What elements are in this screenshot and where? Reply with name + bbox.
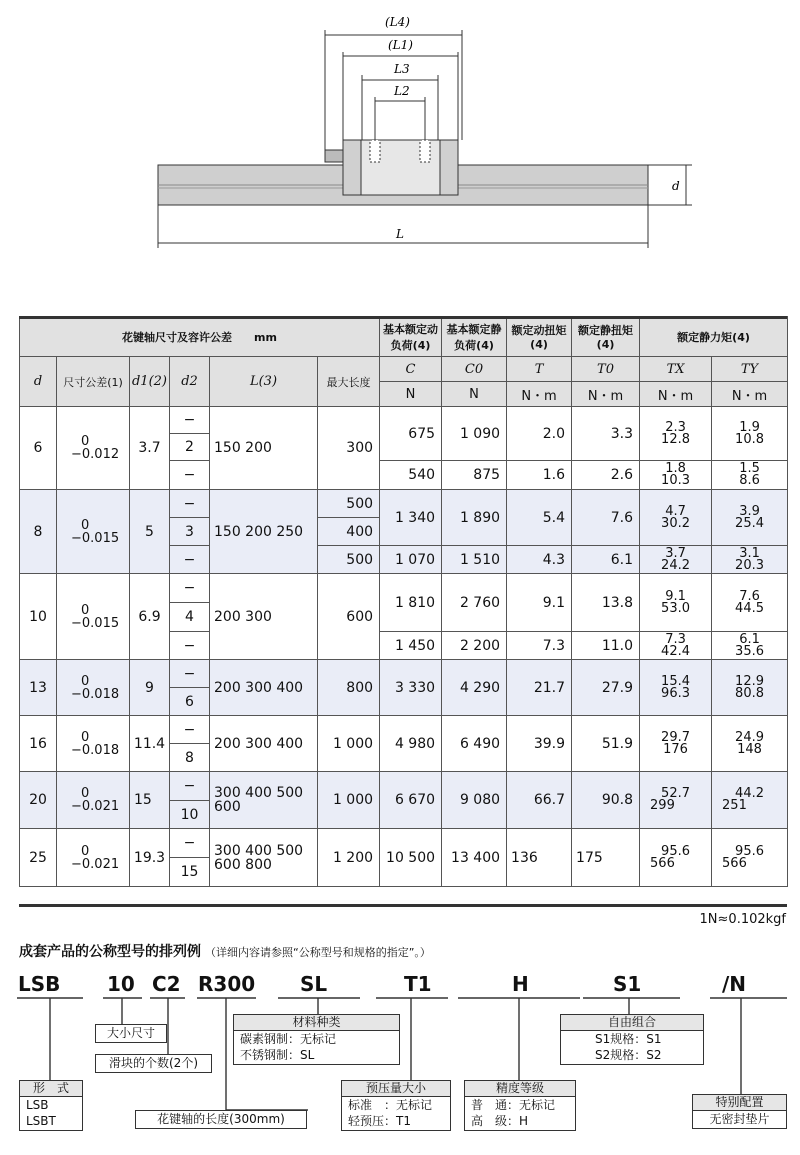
- cell-d1: 19.3: [130, 829, 170, 887]
- cell-C: 540: [380, 461, 442, 490]
- unit-C: N: [380, 382, 442, 407]
- cell-d2: −: [170, 660, 210, 688]
- unit-TX: N・m: [640, 382, 712, 407]
- unit-C0: N: [442, 382, 507, 407]
- cell-d1: 3.7: [130, 407, 170, 490]
- table-row: [20, 490, 788, 518]
- cell-C0: 2 200: [442, 632, 507, 660]
- head-static-load: 基本额定静负荷(4): [442, 317, 507, 357]
- head-T0: T0: [572, 357, 640, 382]
- cell-L: 300 400 500 600 800: [210, 829, 318, 887]
- cell-TY: 12.9 80.8: [712, 660, 788, 716]
- cell-tol: 0 −0.021: [57, 772, 130, 829]
- cell-C: 3 330: [380, 660, 442, 716]
- cell-d2: −: [170, 574, 210, 603]
- shaft-drawing: [0, 0, 800, 300]
- head-C: C: [380, 357, 442, 382]
- cell-d1: 15: [130, 772, 170, 829]
- cell-d2: 10: [170, 801, 210, 829]
- head-tol: 尺寸公差(1): [57, 357, 130, 407]
- order-title: 成套产品的公称型号的排列例 （详细内容请参照“公称型号和规格的指定”。）: [19, 944, 431, 960]
- code-h: H: [512, 972, 529, 996]
- box-shaft-length: 花键轴的长度(300mm): [135, 1110, 307, 1129]
- cell-TY: 95.6 566: [712, 829, 788, 887]
- cell-C0: 1 890: [442, 490, 507, 546]
- cell-d2: 3: [170, 518, 210, 546]
- cell-T0: 6.1: [572, 546, 640, 574]
- cell-TY: 1.5 8.6: [712, 461, 788, 490]
- cell-L: 200 300: [210, 574, 318, 660]
- cell-C0: 13 400: [442, 829, 507, 887]
- dim-L3: L3: [394, 62, 410, 76]
- cell-T: 39.9: [507, 716, 572, 772]
- cell-d2: −: [170, 632, 210, 660]
- cell-C0: 875: [442, 461, 507, 490]
- head-TY: TY: [712, 357, 788, 382]
- unit-T0: N・m: [572, 382, 640, 407]
- head-TX: TX: [640, 357, 712, 382]
- box-form: 形 式 LSB LSBT: [19, 1080, 83, 1131]
- cell-tol: 0 −0.018: [57, 716, 130, 772]
- cell-T: 1.6: [507, 461, 572, 490]
- head-L: L(3): [210, 357, 318, 407]
- cell-max: 500: [318, 546, 380, 574]
- cell-T0: 3.3: [572, 407, 640, 461]
- head-d2: d2: [170, 357, 210, 407]
- cell-T: 66.7: [507, 772, 572, 829]
- cell-T: 7.3: [507, 632, 572, 660]
- cell-TX: 95.6 566: [640, 829, 712, 887]
- table-row: [20, 574, 788, 603]
- box-material: 材料种类 碳素钢制：无标记 不锈钢制：SL: [233, 1014, 400, 1065]
- cell-L: 150 200 250: [210, 490, 318, 574]
- cell-max: 1 200: [318, 829, 380, 887]
- cell-max: 500: [318, 490, 380, 518]
- cell-T: 9.1: [507, 574, 572, 632]
- cell-TX: 15.4 96.3: [640, 660, 712, 716]
- cell-d1: 5: [130, 490, 170, 574]
- cell-d1: 9: [130, 660, 170, 716]
- cell-T0: 90.8: [572, 772, 640, 829]
- cell-TX: 4.7 30.2: [640, 490, 712, 546]
- cell-C0: 6 490: [442, 716, 507, 772]
- dim-L2: L2: [394, 84, 410, 98]
- cell-d2: 8: [170, 744, 210, 772]
- cell-T0: 175: [572, 829, 640, 887]
- cell-max: 1 000: [318, 716, 380, 772]
- code-sl: SL: [300, 972, 328, 996]
- cell-T0: 7.6: [572, 490, 640, 546]
- cell-C: 1 070: [380, 546, 442, 574]
- head-dyn-load: 基本额定动负荷(4): [380, 317, 442, 357]
- box-preload: 预压量大小 标准 ：无标记 轻预压：T1: [341, 1080, 451, 1131]
- box-accuracy: 精度等级 普 通：无标记 高 级：H: [464, 1080, 576, 1131]
- cell-C: 10 500: [380, 829, 442, 887]
- code-t1: T1: [404, 972, 432, 996]
- cell-T0: 11.0: [572, 632, 640, 660]
- cell-d2: −: [170, 407, 210, 434]
- spec-table: [19, 316, 788, 887]
- box-special: 特别配置 无密封垫片: [692, 1094, 787, 1129]
- cell-d2: −: [170, 490, 210, 518]
- table-row: [20, 407, 788, 434]
- cell-d2: 4: [170, 603, 210, 632]
- cell-C: 6 670: [380, 772, 442, 829]
- cell-TY: 7.6 44.5: [712, 574, 788, 632]
- cell-T: 2.0: [507, 407, 572, 461]
- cell-C: 1 340: [380, 490, 442, 546]
- cell-TX: 2.3 12.8: [640, 407, 712, 461]
- cell-tol: 0 −0.018: [57, 660, 130, 716]
- table-row: [20, 660, 788, 688]
- cell-TX: 3.7 24.2: [640, 546, 712, 574]
- head-static-torque: 额定静扭矩(4): [572, 317, 640, 357]
- cell-max: 1 000: [318, 772, 380, 829]
- cell-T: 5.4: [507, 490, 572, 546]
- unit-footnote: 1N≈0.102kgf: [699, 912, 786, 927]
- cell-d: 10: [20, 574, 57, 660]
- head-dyn-torque: 额定动扭矩(4): [507, 317, 572, 357]
- cell-TX: 7.3 42.4: [640, 632, 712, 660]
- head-C0: C0: [442, 357, 507, 382]
- cell-d: 8: [20, 490, 57, 574]
- cell-d: 6: [20, 407, 57, 490]
- head-max-len: 最大长度: [318, 357, 380, 407]
- cell-max: 300: [318, 407, 380, 490]
- cell-d2: −: [170, 829, 210, 858]
- cell-C0: 2 760: [442, 574, 507, 632]
- cell-TY: 3.9 25.4: [712, 490, 788, 546]
- cell-T0: 27.9: [572, 660, 640, 716]
- cell-TY: 24.9 148: [712, 716, 788, 772]
- cell-TY: 44.2 251: [712, 772, 788, 829]
- cell-d2: −: [170, 716, 210, 744]
- table-bottom-rule: [19, 904, 787, 907]
- cell-TX: 9.1 53.0: [640, 574, 712, 632]
- cell-tol: 0 −0.012: [57, 407, 130, 490]
- cell-TY: 6.1 35.6: [712, 632, 788, 660]
- cell-d1: 11.4: [130, 716, 170, 772]
- cell-d1: 6.9: [130, 574, 170, 660]
- cell-C: 1 810: [380, 574, 442, 632]
- cell-max: 400: [318, 518, 380, 546]
- code-10: 10: [107, 972, 135, 996]
- cell-L: 300 400 500 600: [210, 772, 318, 829]
- head-T: T: [507, 357, 572, 382]
- box-free-combo: 自由组合 S1规格：S1 S2规格：S2: [560, 1014, 704, 1065]
- box-blocks: 滑块的个数(2个): [95, 1054, 212, 1073]
- cell-d2: 6: [170, 688, 210, 716]
- cell-C0: 1 510: [442, 546, 507, 574]
- cell-tol: 0 −0.021: [57, 829, 130, 887]
- cell-C0: 1 090: [442, 407, 507, 461]
- head-d1: d1(2): [130, 357, 170, 407]
- code-r300: R300: [198, 972, 256, 996]
- unit-TY: N・m: [712, 382, 788, 407]
- cell-L: 200 300 400: [210, 716, 318, 772]
- cell-d2: 15: [170, 858, 210, 887]
- cell-d: 25: [20, 829, 57, 887]
- table-row: [20, 829, 788, 858]
- cell-T: 21.7: [507, 660, 572, 716]
- cell-d: 20: [20, 772, 57, 829]
- cell-max: 600: [318, 574, 380, 660]
- cell-tol: 0 −0.015: [57, 490, 130, 574]
- table-top-rule: [19, 316, 787, 319]
- cell-max: 800: [318, 660, 380, 716]
- dim-L1: (L1): [388, 38, 413, 52]
- cell-T0: 2.6: [572, 461, 640, 490]
- cell-C0: 4 290: [442, 660, 507, 716]
- group-title: 花键轴尺寸及容许公差 mm: [20, 317, 380, 357]
- cell-tol: 0 −0.015: [57, 574, 130, 660]
- cell-d2: 2: [170, 434, 210, 461]
- dim-L4: (L4): [385, 15, 410, 29]
- cell-C: 1 450: [380, 632, 442, 660]
- cell-T0: 51.9: [572, 716, 640, 772]
- cell-TX: 29.7 176: [640, 716, 712, 772]
- cell-TY: 1.9 10.8: [712, 407, 788, 461]
- code-s1: S1: [613, 972, 642, 996]
- unit-T: N・m: [507, 382, 572, 407]
- cell-TY: 3.1 20.3: [712, 546, 788, 574]
- cell-L: 150 200: [210, 407, 318, 490]
- table-row: [20, 716, 788, 744]
- head-d: d: [20, 357, 57, 407]
- cell-TX: 1.8 10.3: [640, 461, 712, 490]
- cell-C: 4 980: [380, 716, 442, 772]
- cell-d2: −: [170, 772, 210, 801]
- head-static-moment: 额定静力矩(4): [640, 317, 788, 357]
- cell-L: 200 300 400: [210, 660, 318, 716]
- code-n: /N: [722, 972, 747, 996]
- cell-C0: 9 080: [442, 772, 507, 829]
- cell-d: 13: [20, 660, 57, 716]
- cell-d: 16: [20, 716, 57, 772]
- code-lsb: LSB: [18, 972, 61, 996]
- cell-T0: 13.8: [572, 574, 640, 632]
- cell-T: 4.3: [507, 546, 572, 574]
- box-size: 大小尺寸: [95, 1024, 167, 1043]
- table-row: [20, 772, 788, 801]
- code-c2: C2: [152, 972, 181, 996]
- cell-TX: 52.7 299: [640, 772, 712, 829]
- cell-d2: −: [170, 546, 210, 574]
- cell-d2: −: [170, 461, 210, 490]
- cell-C: 675: [380, 407, 442, 461]
- dim-L: L: [396, 227, 404, 241]
- dim-d: d: [672, 179, 680, 193]
- cell-T: 136: [507, 829, 572, 887]
